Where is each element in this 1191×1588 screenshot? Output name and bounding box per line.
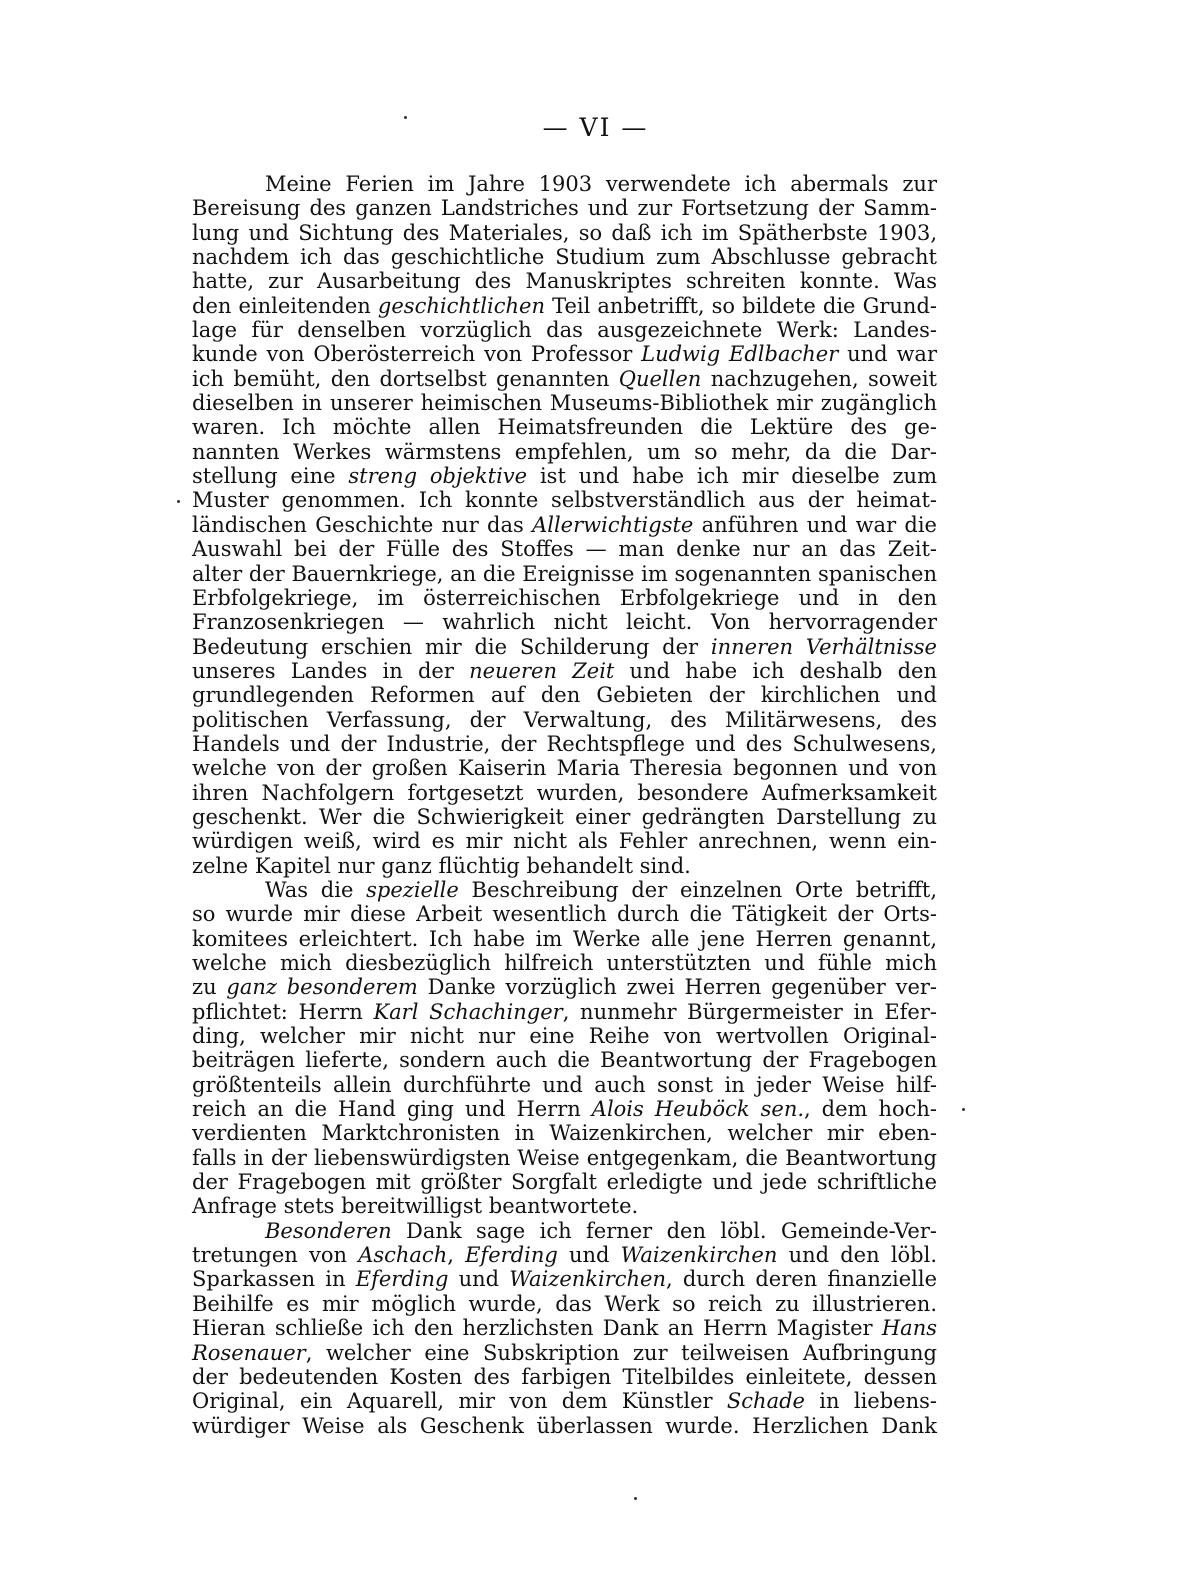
text-segment: und: [448, 1267, 510, 1292]
text-segment: Was die: [265, 877, 367, 902]
text-segment: und: [557, 1243, 621, 1268]
text-segment: ,: [447, 1243, 466, 1268]
text-segment: Teil anbetrifft, so bildete die Grund-: [544, 293, 937, 318]
print-speck: [177, 500, 180, 503]
text-segment: in liebens-: [804, 1389, 937, 1414]
text-segment: , welcher eine Subskription zur teilweisen Aufbringung: [305, 1340, 937, 1365]
text-line: [192, 1048, 937, 1072]
text-line: [192, 537, 937, 561]
text-line: [192, 1024, 937, 1048]
text-segment: Handels und der Industrie, der Rechtspflege und des Schulwesens,: [192, 731, 937, 756]
text-segment: verdienten Marktchronisten in Waizenkirchen, welcher mir eben-: [192, 1121, 937, 1146]
text-segment: Meine Ferien im Jahre 1903 verwendete ich abermals zur: [265, 172, 937, 196]
print-speck: [634, 1497, 637, 1500]
text-line: [192, 1097, 937, 1121]
text-line: [192, 1073, 937, 1097]
text-line: [192, 391, 937, 415]
italic-text: Eferding: [355, 1267, 449, 1292]
italic-text: Besonderen: [265, 1218, 392, 1243]
text-segment: ihren Nachfolgern fortgesetzt wurden, besondere Aufmerksamkeit: [192, 780, 937, 805]
text-line: [192, 367, 937, 391]
italic-text: Hans: [881, 1316, 937, 1341]
text-segment: anführen und war die: [693, 512, 937, 537]
italic-text: neueren Zeit: [469, 658, 615, 683]
italic-text: Quellen: [618, 366, 702, 391]
text-line: [192, 902, 937, 926]
text-segment: , dem hoch-: [804, 1097, 937, 1122]
text-segment: welche mich diesbezüglich hilfreich unterstützten und fühle mich: [192, 951, 937, 975]
text-segment: ich bemüht, den dortselbst genannten: [192, 366, 619, 391]
italic-text: streng objektive: [348, 464, 528, 489]
text-segment: würdigen weiß, wird es mir nicht als Fehler anrechnen, wenn ein-: [192, 829, 937, 854]
text-segment: Hieran schließe ich den herzlichsten Dank an Herrn Magister: [192, 1316, 882, 1341]
text-line: [192, 854, 937, 878]
text-segment: nachzugehen, soweit: [701, 366, 937, 391]
text-line: [192, 732, 937, 756]
text-line: [192, 1341, 937, 1365]
text-segment: hatte, zur Ausarbeitung des Manuskriptes schreiten konnte. Was: [192, 269, 937, 294]
text-line: [192, 196, 937, 220]
text-line: [192, 1414, 937, 1438]
text-segment: Dank sage ich ferner den löbl. Gemeinde-Ver-: [391, 1218, 937, 1243]
text-line: [192, 610, 937, 634]
text-segment: Auswahl bei der Fülle des Stoffes — man denke nur an das Zeit-: [192, 537, 937, 562]
text-line: [192, 488, 937, 512]
text-line: [192, 1365, 937, 1389]
italic-text: ganz besonderem: [226, 975, 418, 1000]
text-segment: stellung eine: [192, 464, 349, 489]
text-line: [192, 562, 937, 586]
text-segment: würdiger Weise als Geschenk überlassen wurde. Herzlichen Dank: [192, 1413, 937, 1438]
text-segment: kunde von Oberösterreich von Professor: [192, 342, 642, 367]
text-segment: Anfrage stets bereitwilligst beantwortete.: [192, 1194, 639, 1219]
text-line: [192, 586, 937, 610]
text-segment: Danke vorzüglich zwei Herren gegenüber ver-: [417, 975, 938, 1000]
text-segment: grundlegenden Reformen auf den Gebieten der kirchlichen und: [192, 683, 937, 708]
text-segment: , durch deren finanzielle: [666, 1267, 938, 1292]
text-line: [192, 342, 937, 366]
text-segment: nachdem ich das geschichtliche Studium zum Abschlusse gebracht: [192, 245, 937, 270]
italic-text: Ludwig Edlbacher: [641, 342, 839, 367]
text-line: [192, 1243, 937, 1267]
print-speck: [404, 116, 407, 119]
italic-text: Rosenauer: [192, 1340, 306, 1365]
text-segment: Original, ein Aquarell, mir von dem Künstler: [192, 1389, 727, 1414]
text-line: [192, 1000, 937, 1024]
text-segment: Sparkassen in: [192, 1267, 356, 1292]
text-line: [192, 975, 937, 999]
text-segment: Franzosenkriegen — wahrlich nicht leicht. Von hervorragender: [192, 610, 937, 635]
text-line: [192, 513, 937, 537]
text-line: [192, 415, 937, 439]
text-segment: Erbfolgekriege, im österreichischen Erbfolgekriege und in den: [192, 585, 937, 610]
text-segment: ist und habe ich mir dieselbe zum: [527, 464, 937, 489]
text-segment: waren. Ich möchte allen Heimatsfreunden die Lektüre des ge-: [192, 415, 937, 440]
text-segment: und war: [838, 342, 937, 367]
text-segment: unseres Landes in der: [192, 658, 470, 683]
italic-text: Waizenkirchen: [509, 1267, 667, 1292]
text-segment: politischen Verfassung, der Verwaltung, des Militärwesens, des: [192, 707, 937, 732]
text-line: [192, 683, 937, 707]
text-segment: so wurde mir diese Arbeit wesentlich durch die Tätigkeit der Orts-: [192, 902, 937, 927]
text-segment: zelne Kapitel nur ganz flüchtig behandelt sind.: [192, 853, 691, 878]
text-segment: falls in der liebenswürdigsten Weise entgegenkam, die Beantwortung: [192, 1145, 937, 1170]
text-segment: reich an die Hand ging und Herrn: [192, 1097, 592, 1122]
text-line: [192, 318, 937, 342]
text-segment: ländischen Geschichte nur das: [192, 512, 533, 537]
text-line: [192, 635, 937, 659]
text-line: [192, 1121, 937, 1145]
text-line: [192, 1170, 937, 1194]
text-segment: Beschreibung der einzelnen Orte betrifft,: [458, 877, 937, 902]
italic-text: Allerwichtigste: [532, 512, 694, 537]
text-line: [192, 951, 937, 975]
text-line: [192, 659, 937, 683]
text-line: [192, 1316, 937, 1340]
text-segment: den einleitenden: [192, 293, 378, 318]
text-segment: lage für denselben vorzüglich das ausgezeichnete Werk: Landes-: [192, 318, 937, 343]
text-line: [192, 927, 937, 951]
text-line: [192, 1194, 937, 1218]
text-segment: der bedeutenden Kosten des farbigen Titelbildes einleitete, dessen: [192, 1364, 937, 1389]
text-line: [192, 708, 937, 732]
text-line: [192, 1389, 937, 1413]
text-segment: pflichtet: Herrn: [192, 999, 374, 1024]
text-line: [192, 1146, 937, 1170]
italic-text: Alois Heuböck sen.: [591, 1097, 805, 1122]
text-line: [192, 805, 937, 829]
text-segment: nannten Werkes wärmstens empfehlen, um so mehr, da die Dar-: [192, 439, 937, 464]
italic-text: Waizenkirchen: [620, 1243, 778, 1268]
text-line: [192, 221, 937, 245]
text-segment: beiträgen lieferte, sondern auch die Beantwortung der Fragebogen: [192, 1048, 937, 1073]
text-line: [192, 756, 937, 780]
text-segment: alter der Bauernkriege, an die Ereignisse im sogenannten spanischen: [192, 561, 937, 586]
text-segment: größtenteils allein durchführte und auch sonst in jeder Weise hilf-: [192, 1072, 937, 1097]
text-segment: dieselben in unserer heimischen Museums-Bibliothek mir zugänglich: [192, 391, 937, 416]
text-segment: , nunmehr Bürgermeister in Efer-: [562, 999, 937, 1024]
text-line: [192, 1219, 937, 1243]
text-line: [192, 1292, 937, 1316]
text-segment: zu: [192, 975, 227, 1000]
text-line: [192, 245, 937, 269]
body-text: [192, 172, 937, 1438]
italic-text: geschichtlichen: [377, 293, 545, 318]
text-segment: geschenkt. Wer die Schwierigkeit einer gedrängten Darstellung zu: [192, 804, 937, 829]
italic-text: inneren Verhältnisse: [710, 634, 937, 659]
print-speck: [962, 1108, 965, 1111]
text-segment: der Fragebogen mit größter Sorgfalt erledigte und jede schriftliche: [192, 1170, 937, 1195]
text-line: [192, 440, 937, 464]
text-line: [192, 269, 937, 293]
italic-text: Karl Schachinger: [373, 999, 563, 1024]
text-segment: Bereisung des ganzen Landstriches und zur Fortsetzung der Samm-: [192, 196, 937, 221]
text-segment: und den löbl.: [777, 1243, 938, 1268]
text-segment: Muster genommen. Ich konnte selbstverständlich aus der heimat-: [192, 488, 937, 513]
text-segment: komitees erleichtert. Ich habe im Werke alle jene Herren genannt,: [192, 926, 937, 951]
text-line: [192, 878, 937, 902]
text-segment: Beihilfe es mir möglich wurde, das Werk so reich zu illustrieren.: [192, 1291, 937, 1316]
text-segment: ding, welcher mir nicht nur eine Reihe von wertvollen Original-: [192, 1024, 937, 1049]
page-number-header: — VI —: [542, 113, 649, 142]
text-line: [192, 1267, 937, 1291]
italic-text: Eferding: [465, 1243, 558, 1268]
text-segment: und habe ich deshalb den: [614, 658, 937, 683]
text-line: [192, 294, 937, 318]
text-segment: tretungen von: [192, 1243, 359, 1268]
text-line: [192, 781, 937, 805]
italic-text: spezielle: [366, 877, 459, 902]
text-line: [192, 829, 937, 853]
italic-text: Aschach: [358, 1243, 448, 1268]
text-line: [192, 464, 937, 488]
text-segment: welche von der großen Kaiserin Maria Theresia begonnen und von: [192, 756, 937, 781]
text-line: [192, 172, 937, 196]
italic-text: Schade: [726, 1389, 805, 1414]
text-segment: lung und Sichtung des Materiales, so daß ich im Spätherbste 1903,: [192, 220, 937, 245]
text-segment: Bedeutung erschien mir die Schilderung der: [192, 634, 711, 659]
